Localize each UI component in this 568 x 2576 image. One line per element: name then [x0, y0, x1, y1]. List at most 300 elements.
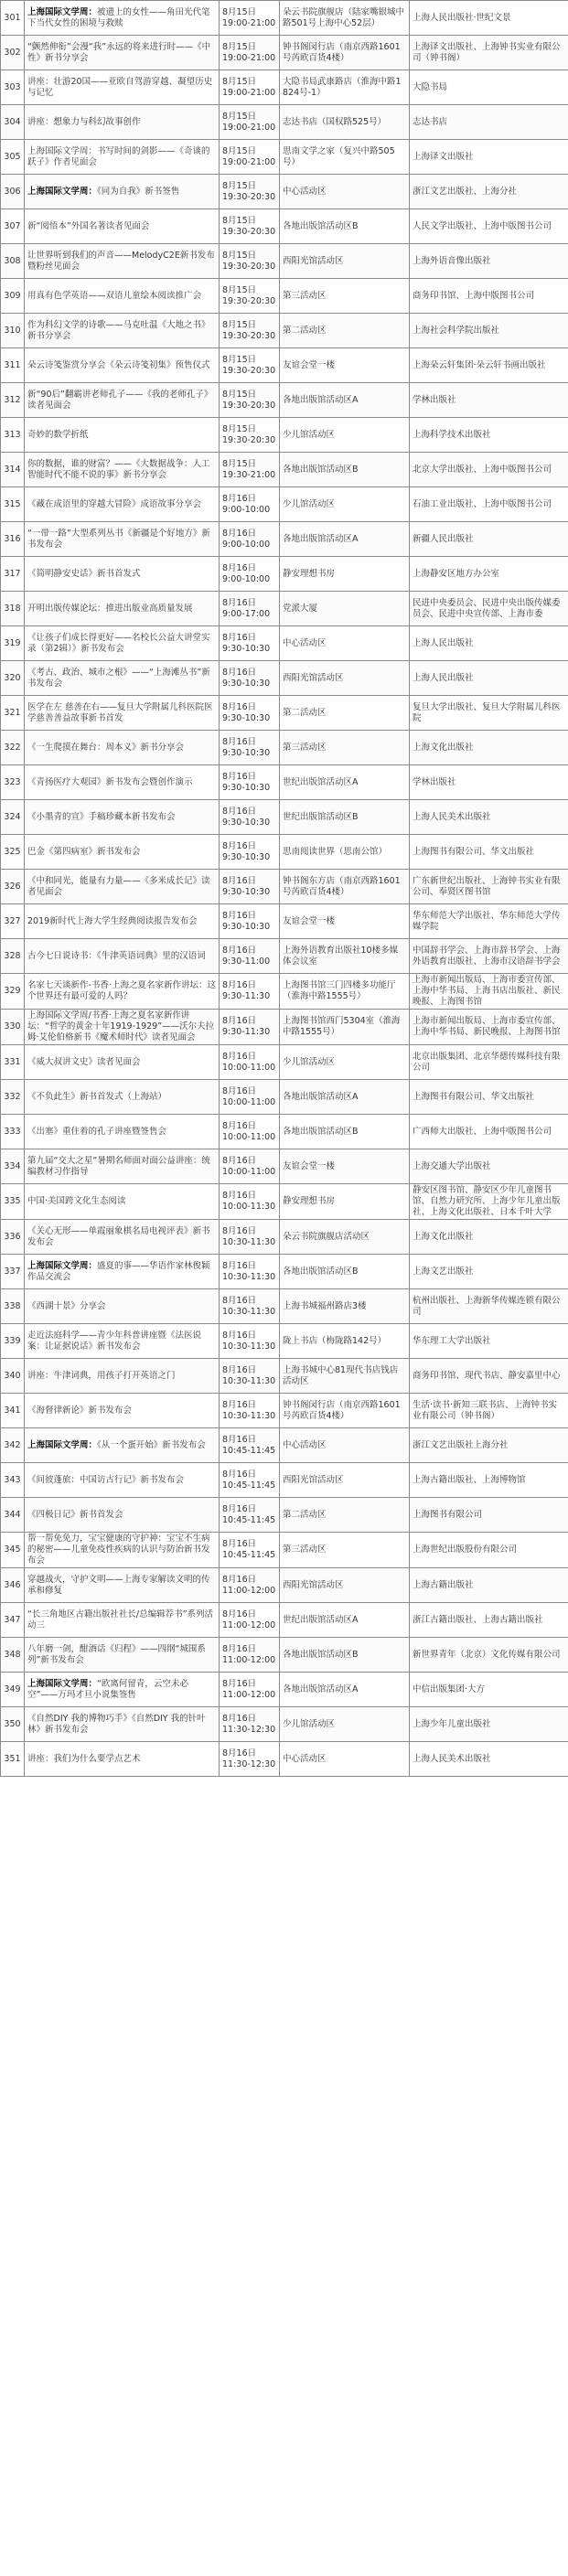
event-number: 345 [1, 1533, 25, 1568]
event-organizer: 上海市新闻出版局、上海市委宣传部、上海中华书局、新民晚报、上海图书馆 [410, 1010, 568, 1045]
table-row [1, 383, 568, 418]
event-organizer: 广西师大出版社、上海中版图书公司 [410, 1115, 568, 1149]
event-time-cell [220, 1184, 280, 1220]
event-title-cell [25, 105, 220, 140]
event-venue: 各地出版馆活动区A [280, 383, 410, 418]
event-time-cell [220, 939, 280, 974]
event-time: 19:00-21:00 [222, 122, 276, 133]
event-date: 8月16日 [222, 1503, 257, 1514]
event-time: 11:00-12:00 [222, 1619, 276, 1630]
event-title-cell [25, 1080, 220, 1115]
event-number: 336 [1, 1220, 25, 1255]
schedule-body [1, 1, 568, 1777]
event-time-cell [220, 626, 280, 661]
event-date: 8月16日 [222, 1016, 257, 1026]
table-row [1, 626, 568, 661]
event-time-cell [220, 383, 280, 418]
event-date: 8月16日 [222, 910, 257, 921]
event-organizer: 浙江文艺出版社、上海分社 [410, 175, 568, 209]
event-date: 8月16日 [222, 1434, 257, 1445]
event-number: 320 [1, 661, 25, 696]
event-venue: 各地出版馆活动区B [280, 1255, 410, 1289]
table-row [1, 765, 568, 800]
event-time: 9:30-10:30 [222, 851, 271, 862]
table-row [1, 1638, 568, 1673]
event-venue: 朵云书院旗舰店（陆家嘴银城中路501号上海中心52层） [280, 1, 410, 36]
event-organizer: 上海文化出版社 [410, 1220, 568, 1255]
event-date: 8月16日 [222, 701, 257, 712]
event-time: 9:30-10:30 [222, 712, 271, 723]
event-title-cell [25, 696, 220, 731]
event-title-cell [25, 1, 220, 36]
event-title: 《考古、政治、城市之根》——“上海滩丛书”新书发布会 [27, 667, 210, 689]
event-time-cell [220, 696, 280, 731]
event-title: 《威大叔讲文史》读者见面会 [27, 1056, 141, 1067]
event-venue: 静安理想书房 [280, 1184, 410, 1220]
event-date: 8月16日 [222, 945, 257, 956]
event-venue: 少儿馆活动区 [280, 418, 410, 453]
event-time-cell [220, 731, 280, 765]
event-title-cell [25, 1498, 220, 1533]
event-date: 8月16日 [222, 840, 257, 851]
event-date: 8月15日 [222, 145, 257, 156]
event-time-cell [220, 835, 280, 870]
event-number: 316 [1, 522, 25, 557]
event-title: 用真有色学英语——双语儿童绘本阅读推广会 [27, 290, 202, 301]
event-organizer: 上海朵云轩集团·朵云轩书画出版社 [410, 348, 568, 383]
event-time-cell [220, 800, 280, 835]
event-title-cell [25, 453, 220, 487]
event-title: 你的数据，谁的财富？——《大数据战争：人工智能时代不能不说的事》新书分享会 [27, 458, 210, 480]
event-organizer: 北京出版集团、北京华德传媒科技有限公司 [410, 1045, 568, 1080]
event-time: 10:30-11:30 [222, 1271, 276, 1282]
event-number: 342 [1, 1428, 25, 1463]
event-time: 9:30-10:30 [222, 782, 271, 793]
event-venue: 第二活动区 [280, 1498, 410, 1533]
event-organizer: 静安区图书馆、静安区少年儿童图书馆、自然力研究所、上海少年儿童出版社、上海文化出版社、日本千叶大学 [410, 1184, 568, 1220]
event-time-cell [220, 1080, 280, 1115]
event-organizer: 上海人民出版社 [410, 626, 568, 661]
event-time: 11:30-12:30 [222, 1724, 276, 1735]
event-organizer: 上海图书有限公司、华文出版社 [410, 1080, 568, 1115]
table-row [1, 1707, 568, 1742]
table-row [1, 1, 568, 36]
table-row [1, 800, 568, 835]
event-organizer: 上海交通大学出版社 [410, 1149, 568, 1184]
event-venue: 各地出版馆活动区B [280, 1638, 410, 1673]
event-title-cell [25, 870, 220, 904]
event-time: 11:30-12:30 [222, 1758, 276, 1769]
event-date: 8月15日 [222, 6, 257, 17]
event-title: 朵云诗笺鉴赏分享会《朵云诗笺初集》预售仪式 [27, 359, 210, 370]
event-title: 走近法庭科学——青少年科普讲座暨《法医说案：让证据说话》新书发布会 [27, 1330, 202, 1352]
event-title: 《四极日记》新书首发会 [27, 1509, 123, 1520]
event-title-cell [25, 1463, 220, 1498]
event-organizer: 上海译文出版社 [410, 140, 568, 175]
event-date: 8月16日 [222, 1085, 257, 1096]
event-number: 328 [1, 939, 25, 974]
event-venue: 第二活动区 [280, 314, 410, 348]
event-time: 10:30-11:30 [222, 1375, 276, 1386]
table-row [1, 279, 568, 314]
event-time-cell [220, 70, 280, 105]
event-number: 318 [1, 592, 25, 626]
event-time-cell [220, 1289, 280, 1324]
event-venue: 上海书城福州路店3楼 [280, 1289, 410, 1324]
event-title: 新“阅悟本”外国名著读者见面会 [27, 220, 150, 231]
event-time: 19:00-21:00 [222, 52, 276, 63]
event-date: 8月16日 [222, 1295, 257, 1306]
event-time: 9:30-11:30 [222, 991, 271, 1001]
event-time: 19:30-20:30 [222, 330, 276, 341]
event-date: 8月16日 [222, 1678, 257, 1689]
event-number: 346 [1, 1568, 25, 1603]
event-time-cell [220, 244, 280, 279]
event-time-cell [220, 348, 280, 383]
event-time: 9:30-11:00 [222, 956, 271, 967]
table-row [1, 870, 568, 904]
event-organizer: 上海人民出版社·世纪文景 [410, 1, 568, 36]
event-title-cell [25, 209, 220, 244]
event-title-cell [25, 487, 220, 522]
event-title-cell [25, 1394, 220, 1428]
event-number: 304 [1, 105, 25, 140]
event-title: 让世界听到我们的声音——MelodyC2E新书发布暨粉丝见面会 [27, 250, 215, 272]
event-title-cell [25, 1115, 220, 1149]
event-venue: 各地出版馆活动区B [280, 209, 410, 244]
event-title: 帮一帮免免力，宝宝健康的守护神：宝宝不生病的秘密——儿童免疫性疾病的认识与防治新书发布会 [27, 1534, 210, 1566]
event-venue: 少儿馆活动区 [280, 487, 410, 522]
table-row [1, 209, 568, 244]
event-time-cell [220, 209, 280, 244]
table-row [1, 175, 568, 209]
event-title: 讲座：牛津词典，用孩子打开英语之门 [27, 1370, 176, 1381]
event-title-cell [25, 1742, 220, 1777]
event-number: 309 [1, 279, 25, 314]
event-time-cell [220, 1324, 280, 1359]
event-date: 8月16日 [222, 1260, 257, 1271]
event-venue: 上海外语教育出版社10楼多媒体会议室 [280, 939, 410, 974]
event-organizer: 华东师范大学出版社、华东师范大学传媒学院 [410, 904, 568, 939]
event-date: 8月16日 [222, 875, 257, 886]
event-time: 9:00-10:00 [222, 504, 271, 515]
event-organizer: 浙江古籍出版社、上海古籍出版社 [410, 1603, 568, 1638]
event-title: 《关心无形——单霞丽象棋名局电视评表》新书发布会 [27, 1225, 210, 1247]
event-title: 盛夏的事——华语作家林俊颖作品交流会 [27, 1260, 210, 1282]
event-organizer: 上海古籍出版社 [410, 1568, 568, 1603]
event-number: 344 [1, 1498, 25, 1533]
event-venue: 各地出版馆活动区A [280, 522, 410, 557]
event-title-cell [25, 592, 220, 626]
table-row [1, 1359, 568, 1394]
event-title-cell [25, 974, 220, 1010]
event-date: 8月16日 [222, 1399, 257, 1410]
event-number: 322 [1, 731, 25, 765]
event-number: 321 [1, 696, 25, 731]
event-date: 8月15日 [222, 389, 257, 400]
event-venue: 中心活动区 [280, 175, 410, 209]
event-title: 《简明静安史话》新书首发式 [27, 568, 141, 579]
event-title: 《小墨青的宣》手稿珍藏本新书发布会 [27, 811, 176, 822]
table-row [1, 70, 568, 105]
event-time: 19:00-21:00 [222, 156, 276, 167]
table-row [1, 1010, 568, 1045]
event-date: 8月15日 [222, 423, 257, 434]
event-time: 10:45-11:45 [222, 1445, 276, 1456]
event-title: 《自然DIY 我的博物巧手》《自然DIY 我的针叶林》新书发布会 [27, 1713, 206, 1735]
event-title-cell [25, 765, 220, 800]
event-venue: 党派大厦 [280, 592, 410, 626]
event-organizer: 上海人民美术出版社 [410, 1742, 568, 1777]
event-number: 313 [1, 418, 25, 453]
event-title-cell [25, 557, 220, 592]
event-time: 11:00-12:00 [222, 1585, 276, 1596]
event-venue: 西阳光馆活动区 [280, 1568, 410, 1603]
event-title-cell [25, 418, 220, 453]
table-row [1, 1463, 568, 1498]
event-time-cell [220, 105, 280, 140]
event-title: 《青扬医疗大观园》新书发布会暨创作演示 [27, 776, 193, 787]
event-date: 8月16日 [222, 1539, 257, 1549]
event-time: 19:30-21:00 [222, 469, 276, 480]
event-organizer: 人民文学出版社、上海中版图书公司 [410, 209, 568, 244]
event-number: 338 [1, 1289, 25, 1324]
event-number: 350 [1, 1707, 25, 1742]
event-title-cell [25, 1184, 220, 1220]
event-title-cell [25, 1220, 220, 1255]
event-time-cell [220, 557, 280, 592]
event-title: “一带一路”大型系列丛书《新疆是个好地方》新书发布会 [27, 528, 210, 550]
event-number: 327 [1, 904, 25, 939]
event-date: 8月15日 [222, 41, 257, 52]
event-title: 《一生爬摸在舞台：周本义》新书分享会 [27, 742, 185, 753]
event-date: 8月16日 [222, 493, 257, 504]
event-venue: 第三活动区 [280, 1533, 410, 1568]
event-organizer: 上海市新闻出版局、上海市委宣传部、上海中华书局、上海书店出版社、新民晚报、上海图书馆 [410, 974, 568, 1010]
event-date: 8月15日 [222, 458, 257, 469]
event-date: 8月16日 [222, 1643, 257, 1654]
event-date: 8月16日 [222, 632, 257, 643]
event-title: 古今七日说诗书：《牛津英语词典》里的汉语词 [27, 950, 206, 961]
event-organizer: 大隐书局 [410, 70, 568, 105]
table-row [1, 314, 568, 348]
event-highlight: 上海国际文学周： [27, 1260, 98, 1271]
event-venue: 中心活动区 [280, 626, 410, 661]
event-number: 315 [1, 487, 25, 522]
event-number: 334 [1, 1149, 25, 1184]
event-number: 301 [1, 1, 25, 36]
event-venue: 西阳光馆活动区 [280, 244, 410, 279]
event-time-cell [220, 1707, 280, 1742]
event-date: 8月16日 [222, 806, 257, 817]
event-date: 8月15日 [222, 180, 257, 191]
event-title-cell [25, 348, 220, 383]
event-highlight: 上海国际文学周： [27, 1678, 98, 1689]
event-organizer: 生活·读书·新知三联书店、上海钟书实业有限公司（钟书阁） [410, 1394, 568, 1428]
event-date: 8月16日 [222, 667, 257, 678]
event-number: 351 [1, 1742, 25, 1777]
event-venue: 大隐书局武康路店（淮海中路1824号-1） [280, 70, 410, 105]
event-date: 8月16日 [222, 1225, 257, 1236]
event-title-cell [25, 1673, 220, 1707]
event-date: 8月16日 [222, 1051, 257, 1062]
event-time-cell [220, 1045, 280, 1080]
event-time: 10:00-11:30 [222, 1202, 276, 1212]
event-title: 第九届“交大之星”暑期名师面对面公益讲座：统编教材习作指导 [27, 1155, 210, 1177]
event-time: 10:00-11:00 [222, 1096, 276, 1107]
event-venue: 中心活动区 [280, 1742, 410, 1777]
event-time: 9:30-10:30 [222, 817, 271, 828]
event-organizer: 上海社会科学院出版社 [410, 314, 568, 348]
event-time: 19:30-20:30 [222, 434, 276, 445]
event-time: 11:00-12:00 [222, 1654, 276, 1665]
event-number: 343 [1, 1463, 25, 1498]
table-row [1, 487, 568, 522]
event-time: 10:30-11:30 [222, 1410, 276, 1421]
table-row [1, 348, 568, 383]
event-venue: 少儿馆活动区 [280, 1045, 410, 1080]
event-title: 作为科幻文学的诗歌——马克吐温《大地之书》新书分享会 [27, 319, 210, 341]
event-time: 10:30-11:30 [222, 1236, 276, 1247]
event-venue: 世纪出版馆活动区A [280, 765, 410, 800]
event-title: 奇妙的数学折纸 [27, 429, 89, 440]
event-venue: 友谊会堂一楼 [280, 348, 410, 383]
event-time: 9:30-10:30 [222, 747, 271, 758]
event-title: 被遗上的女性——角田光代笔下当代女性的困境与救赎 [27, 6, 210, 28]
event-organizer: 上海译文出版社、上海钟书实业有限公司（钟书阁） [410, 36, 568, 70]
table-row [1, 1742, 568, 1777]
event-venue: 思南文学之家（复兴中路505号） [280, 140, 410, 175]
event-time: 10:30-11:30 [222, 1341, 276, 1352]
table-row [1, 36, 568, 70]
table-row [1, 1255, 568, 1289]
table-row [1, 244, 568, 279]
event-venue: 钟书阁闵行店（南京西路1601号芮欧百货4楼） [280, 1394, 410, 1428]
table-row [1, 1498, 568, 1533]
event-highlight: 上海国际文学周： [27, 186, 98, 197]
event-organizer: 上海少年儿童出版社 [410, 1707, 568, 1742]
event-time: 10:45-11:45 [222, 1514, 276, 1525]
event-number: 341 [1, 1394, 25, 1428]
event-title: 《出塞》重住着的孔子讲座暨签售会 [27, 1126, 167, 1137]
event-title-cell [25, 1533, 220, 1568]
event-venue: 少儿馆活动区 [280, 1707, 410, 1742]
event-time: 9:30-10:30 [222, 643, 271, 654]
event-title: 新“90后”翻霸讲老师孔子——《我的老师孔子》读者见面会 [27, 389, 213, 411]
event-time-cell [220, 279, 280, 314]
event-venue: 友谊会堂一楼 [280, 1149, 410, 1184]
event-time-cell [220, 765, 280, 800]
event-organizer: 上海文艺出版社 [410, 1255, 568, 1289]
event-time-cell [220, 314, 280, 348]
event-number: 312 [1, 383, 25, 418]
event-title-cell [25, 661, 220, 696]
table-row [1, 661, 568, 696]
event-title-cell [25, 1045, 220, 1080]
event-title: “长三角地区古籍出版社社长/总编辑荐书”系列活动三 [27, 1609, 214, 1630]
event-organizer: 北京大学出版社、上海中版图书公司 [410, 453, 568, 487]
event-organizer: 中国辞书学会、上海市辞书学会、上海外语教育出版社、上海市汉语辞书学会 [410, 939, 568, 974]
event-title-cell [25, 1638, 220, 1673]
event-number: 348 [1, 1638, 25, 1673]
table-row [1, 974, 568, 1010]
event-organizer: 商务印书馆、上海中版图书公司 [410, 279, 568, 314]
event-title: 名家七天谈新作-书香·上海之夏名家新作讲坛：这个世界还有最可爱的人吗？ [27, 980, 216, 1001]
event-time: 19:30-20:30 [222, 191, 276, 202]
event-number: 319 [1, 626, 25, 661]
event-time: 9:00-10:00 [222, 539, 271, 550]
event-date: 8月16日 [222, 1330, 257, 1341]
event-organizer: 商务印书馆、现代书店、静安嘉里中心 [410, 1359, 568, 1394]
event-organizer: 中信出版集团·大方 [410, 1673, 568, 1707]
event-date: 8月16日 [222, 562, 257, 573]
event-title-cell [25, 731, 220, 765]
event-time: 11:00-12:00 [222, 1689, 276, 1700]
event-organizer: 上海图书有限公司、华文出版社 [410, 835, 568, 870]
event-organizer: 志达书店 [410, 105, 568, 140]
table-row [1, 1080, 568, 1115]
event-organizer: 新疆人民出版社 [410, 522, 568, 557]
event-venue: 各地出版馆活动区B [280, 1115, 410, 1149]
table-row [1, 522, 568, 557]
table-row [1, 1220, 568, 1255]
table-row [1, 1184, 568, 1220]
event-title-cell [25, 626, 220, 661]
event-time-cell [220, 1359, 280, 1394]
table-row [1, 453, 568, 487]
table-row [1, 1603, 568, 1638]
event-organizer: 广东新世纪出版社、上海钟书实业有限公司、奉贤区图书馆 [410, 870, 568, 904]
table-row [1, 1045, 568, 1080]
event-number: 332 [1, 1080, 25, 1115]
event-title: 讲座：想象力与科幻故事创作 [27, 116, 141, 127]
event-organizer: 华东理工大学出版社 [410, 1324, 568, 1359]
event-time: 10:00-11:00 [222, 1131, 276, 1142]
event-title-cell [25, 244, 220, 279]
event-title-cell [25, 1428, 220, 1463]
event-number: 326 [1, 870, 25, 904]
event-date: 8月16日 [222, 1120, 257, 1131]
event-time: 9:00-17:00 [222, 608, 271, 619]
event-date: 8月16日 [222, 1748, 257, 1758]
table-row [1, 592, 568, 626]
event-time: 19:00-21:00 [222, 17, 276, 28]
event-organizer: 学林出版社 [410, 765, 568, 800]
event-date: 8月16日 [222, 597, 257, 608]
event-title: 2019新时代上海大学生经典阅读报告发布会 [27, 915, 198, 926]
event-number: 331 [1, 1045, 25, 1080]
event-title: 《同为自我》新书签售 [97, 186, 180, 197]
event-number: 307 [1, 209, 25, 244]
event-title: 开明出版传媒论坛：推进出版业高质量发展 [27, 603, 193, 614]
event-time: 19:30-20:30 [222, 365, 276, 376]
event-organizer: 上海世纪出版股份有限公司 [410, 1533, 568, 1568]
event-date: 8月15日 [222, 76, 257, 87]
event-time-cell [220, 36, 280, 70]
table-row [1, 1289, 568, 1324]
event-highlight: 上海国际文学周： [27, 6, 98, 17]
event-date: 8月15日 [222, 284, 257, 295]
event-time-cell [220, 1463, 280, 1498]
event-title: 医学在左 慈善在右——复旦大学附属儿科医院医学慈善善益故事新书首发 [27, 701, 213, 723]
event-date: 8月16日 [222, 1191, 257, 1201]
event-title: “欧离何留青，云空未必空”——万玛才旦小说集签售 [27, 1678, 188, 1700]
event-number: 333 [1, 1115, 25, 1149]
event-title-cell [25, 140, 220, 175]
event-time-cell [220, 487, 280, 522]
event-title-cell [25, 904, 220, 939]
event-date: 8月15日 [222, 111, 257, 122]
